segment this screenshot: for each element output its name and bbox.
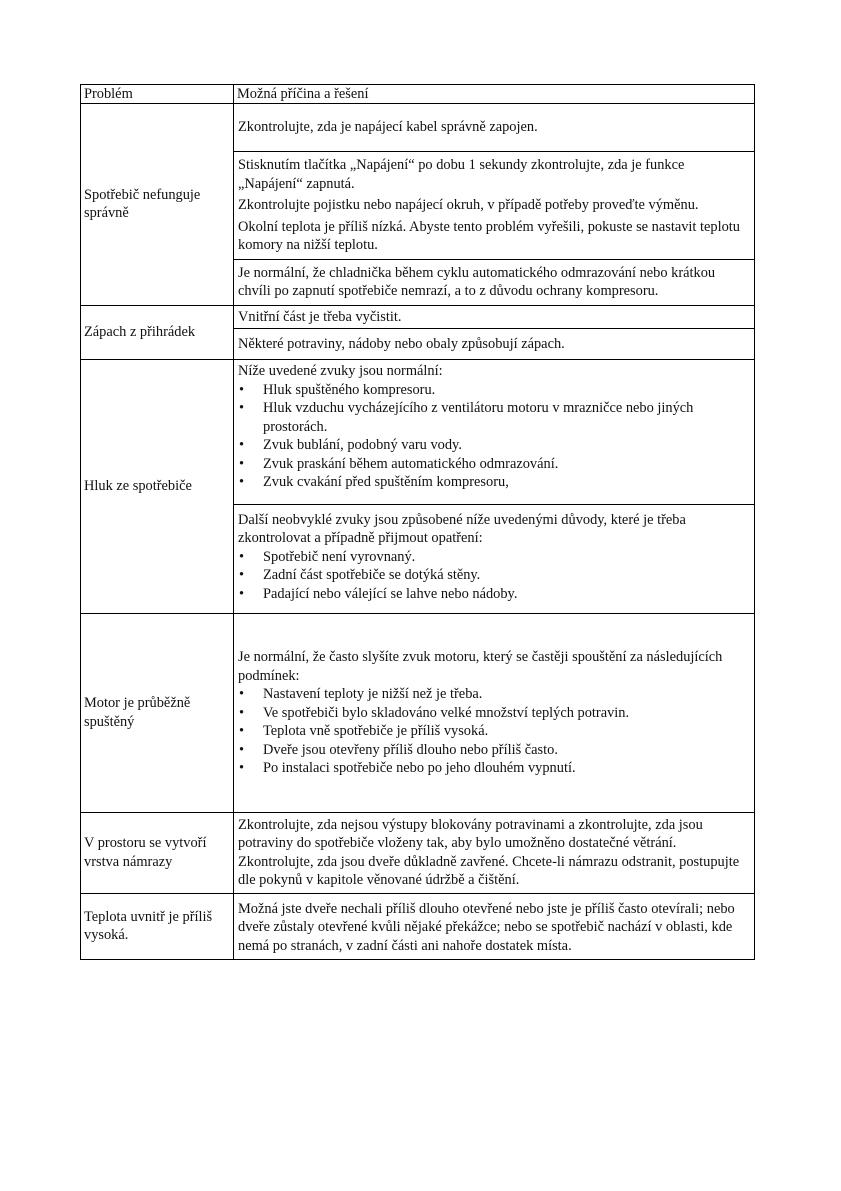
problem-cell: Zápach z přihrádek — [81, 305, 234, 360]
cause-cell — [234, 152, 755, 260]
table-row — [81, 812, 755, 893]
cause-cell: Možná jste dveře nechali příliš dlouho otevřené nebo jste je příliš často otevírali; nebo dveře zůstaly otevřené kvůli nějaké překážce; nebo se spotřebič nachází v oblasti, kde nemá po stranách, v zadní části ani nahoře dostatek místa. — [234, 893, 755, 960]
problem-cell: Motor je průběžně spuštěný — [81, 614, 234, 813]
cause-cell — [234, 259, 755, 305]
list-item: • Teplota vně spotřebiče je příliš vysoká. — [238, 722, 750, 741]
list-item: • Hluk vzduchu vycházejícího z ventilátoru motoru v mrazničce nebo jiných prostorách. — [238, 399, 750, 436]
list-item: • Zvuk bublání, podobný varu vody. — [238, 436, 750, 455]
cause-intro: Je normální, že často slyšíte zvuk motoru, který se častěji spouštění za následujících podmínek: — [238, 649, 723, 684]
header-problem: Problém — [81, 85, 234, 104]
cause-text: Okolní teplota je příliš nízká. Abyste tento problém vyřešili, pokuste se nastavit teplotu komory na nižší teplotu. — [238, 218, 740, 253]
cause-cell — [234, 104, 755, 152]
problem-cell: V prostoru se vytvoří vrstva námrazy — [81, 812, 234, 893]
cause-cell — [234, 504, 755, 614]
problem-cell: Teplota uvnitř je příliš vysoká. — [81, 893, 234, 960]
table-row — [81, 360, 755, 505]
list-item: • Zvuk praskání během automatického odmrazování. — [238, 455, 750, 474]
cause-text: Zkontrolujte pojistku nebo napájecí okruh, v případě potřeby proveďte výměnu. — [238, 197, 699, 213]
cause-cell: Některé potraviny, nádoby nebo obaly způsobují zápach. — [234, 329, 755, 360]
problem-cell: Spotřebič nefunguje správně — [81, 104, 234, 306]
list-item: • Nastavení teploty je nižší než je třeba. — [238, 685, 750, 704]
list-item: • Ve spotřebiči bylo skladováno velké množství teplých potravin. — [238, 704, 750, 723]
cause-intro: Další neobvyklé zvuky jsou způsobené níže uvedenými důvody, které je třeba zkontrolovat a případně přijmout opatření: — [238, 511, 686, 546]
table-row — [81, 614, 755, 813]
cause-text: Je normální, že chladnička během cyklu automatického odmrazování nebo krátkou chvíli po zapnutí spotřebiče nemrazí, a to z důvodu ochrany kompresoru. — [238, 264, 716, 299]
problem-cell: Hluk ze spotřebiče — [81, 360, 234, 614]
header-cause: Možná příčina a řešení — [234, 85, 755, 104]
cause-text: Stisknutím tlačítka „Napájení“ po dobu 1 sekundy zkontrolujte, zda je funkce „Napájení“ zapnutá. — [238, 157, 685, 192]
troubleshooting-table — [80, 84, 755, 960]
list-item: • Zadní část spotřebiče se dotýká stěny. — [238, 566, 750, 585]
list-item: • Dveře jsou otevřeny příliš dlouho nebo příliš často. — [238, 741, 750, 760]
cause-text: Zkontrolujte, zda je napájecí kabel správně zapojen. — [238, 119, 538, 136]
table-row — [81, 305, 755, 329]
table-row — [81, 893, 755, 960]
cause-cell: Zkontrolujte, zda nejsou výstupy blokovány potravinami a zkontrolujte, zda jsou potraviny do spotřebiče vloženy tak, aby bylo umožněno dostatečné větrání. Zkontrolujte, zda jsou dveře důkladně zavřené. Chcete-li námrazu odstranit, postupujte dle pokynů v kapitole věnované údržbě a čištění. — [234, 812, 755, 893]
list-item: • Spotřebič není vyrovnaný. — [238, 548, 750, 567]
bullet-list — [238, 548, 750, 604]
cause-cell — [234, 360, 755, 505]
cause-intro: Níže uvedené zvuky jsou normální: — [238, 363, 443, 379]
bullet-list — [238, 381, 750, 492]
bullet-list — [238, 685, 750, 778]
list-item: • Padající nebo válející se lahve nebo nádoby. — [238, 585, 750, 604]
table-row — [81, 104, 755, 152]
table-header-row — [81, 85, 755, 104]
cause-cell — [234, 614, 755, 813]
cause-cell: Vnitřní část je třeba vyčistit. — [234, 305, 755, 329]
list-item: • Hluk spuštěného kompresoru. — [238, 381, 750, 400]
list-item: • Po instalaci spotřebiče nebo po jeho dlouhém vypnutí. — [238, 759, 750, 778]
list-item: • Zvuk cvakání před spuštěním kompresoru, — [238, 473, 750, 492]
